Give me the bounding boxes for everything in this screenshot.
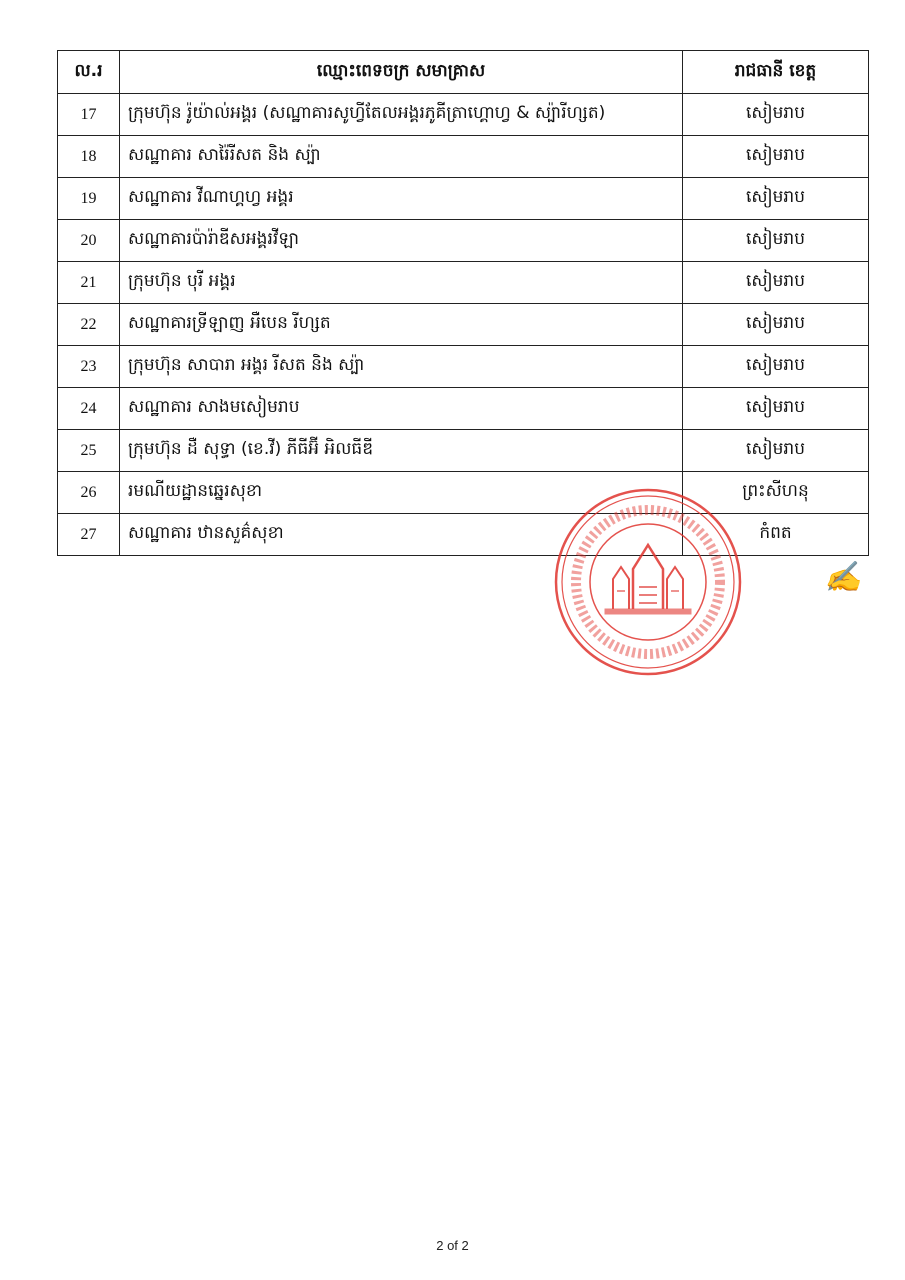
page-number: 2 of 2 [436,1238,469,1253]
row-number: 24 [58,388,120,430]
row-name: ក្រុមហ៊ុន សាបារា អង្គរ រីសត និង ស្ប៉ា [120,346,683,388]
row-number: 26 [58,472,120,514]
row-name: រមណីយដ្ឋានឆ្នេរសុខា [120,472,683,514]
row-name: សណ្ឋាគារ ឋានសួគ៌សុខា [120,514,683,556]
row-province: ព្រះសីហនុ [683,472,869,514]
header-name: ឈ្មោះពេទចក្រ សមាគ្រាស [120,51,683,94]
row-name: សណ្ឋាគារប៉ារ៉ាឌីសអង្គរវីឡា [120,220,683,262]
table-row [58,472,869,514]
row-number: 17 [58,94,120,136]
row-number: 18 [58,136,120,178]
row-name: សណ្ឋាគារ សាងមសៀមរាប [120,388,683,430]
row-number: 21 [58,262,120,304]
table-row [58,304,869,346]
header-number: ល.រ [58,51,120,94]
row-number: 23 [58,346,120,388]
row-name: សណ្ឋាគារទ្រីឡាញ អឺបេន រីហ្សត [120,304,683,346]
row-number: 20 [58,220,120,262]
table-header-row [58,51,869,94]
row-province: សៀមរាប [683,136,869,178]
row-number: 25 [58,430,120,472]
seal-graphic [553,487,743,677]
row-name: ក្រុមហ៊ុន ដឺ សុទ្ធា (ខេ.វី) ភីធីអ៊ី អិលធីឌី [120,430,683,472]
data-table [57,50,869,556]
handwritten-initials-icon: ✍ [824,560,862,595]
table-row [58,220,869,262]
row-name: សណ្ឋាគារ វីណាហ្គហ្វ អង្គរ [120,178,683,220]
row-province: សៀមរាប [683,430,869,472]
row-province: សៀមរាប [683,304,869,346]
table-row [58,430,869,472]
row-province: សៀមរាប [683,346,869,388]
row-province: សៀមរាប [683,178,869,220]
official-seal-icon [553,487,743,677]
row-number: 22 [58,304,120,346]
row-number: 27 [58,514,120,556]
row-province: សៀមរាប [683,220,869,262]
row-province: សៀមរាប [683,388,869,430]
row-province: កំពត [683,514,869,556]
table-row [58,388,869,430]
header-province: រាជធានី ខេត្ត [683,51,869,94]
data-table-container [57,50,868,556]
row-number: 19 [58,178,120,220]
table-row [58,136,869,178]
table-row [58,514,869,556]
table-row [58,346,869,388]
row-name: ក្រុមហ៊ុន បុរី អង្គរ [120,262,683,304]
table-row [58,178,869,220]
table-row [58,262,869,304]
row-province: សៀមរាប [683,262,869,304]
row-name: សណ្ឋាគារ សារ៉ៃរីសត និង ស្ប៉ា [120,136,683,178]
row-name: ក្រុមហ៊ុន រ៉ូយ៉ាល់អង្គរ (សណ្ឋាគារសូហ្វីតែលអង្គរភូគីត្រាហ្គោហ្វ & ស្ប៉ារីហ្សត) [120,94,683,136]
row-province: សៀមរាប [683,94,869,136]
table-row [58,94,869,136]
